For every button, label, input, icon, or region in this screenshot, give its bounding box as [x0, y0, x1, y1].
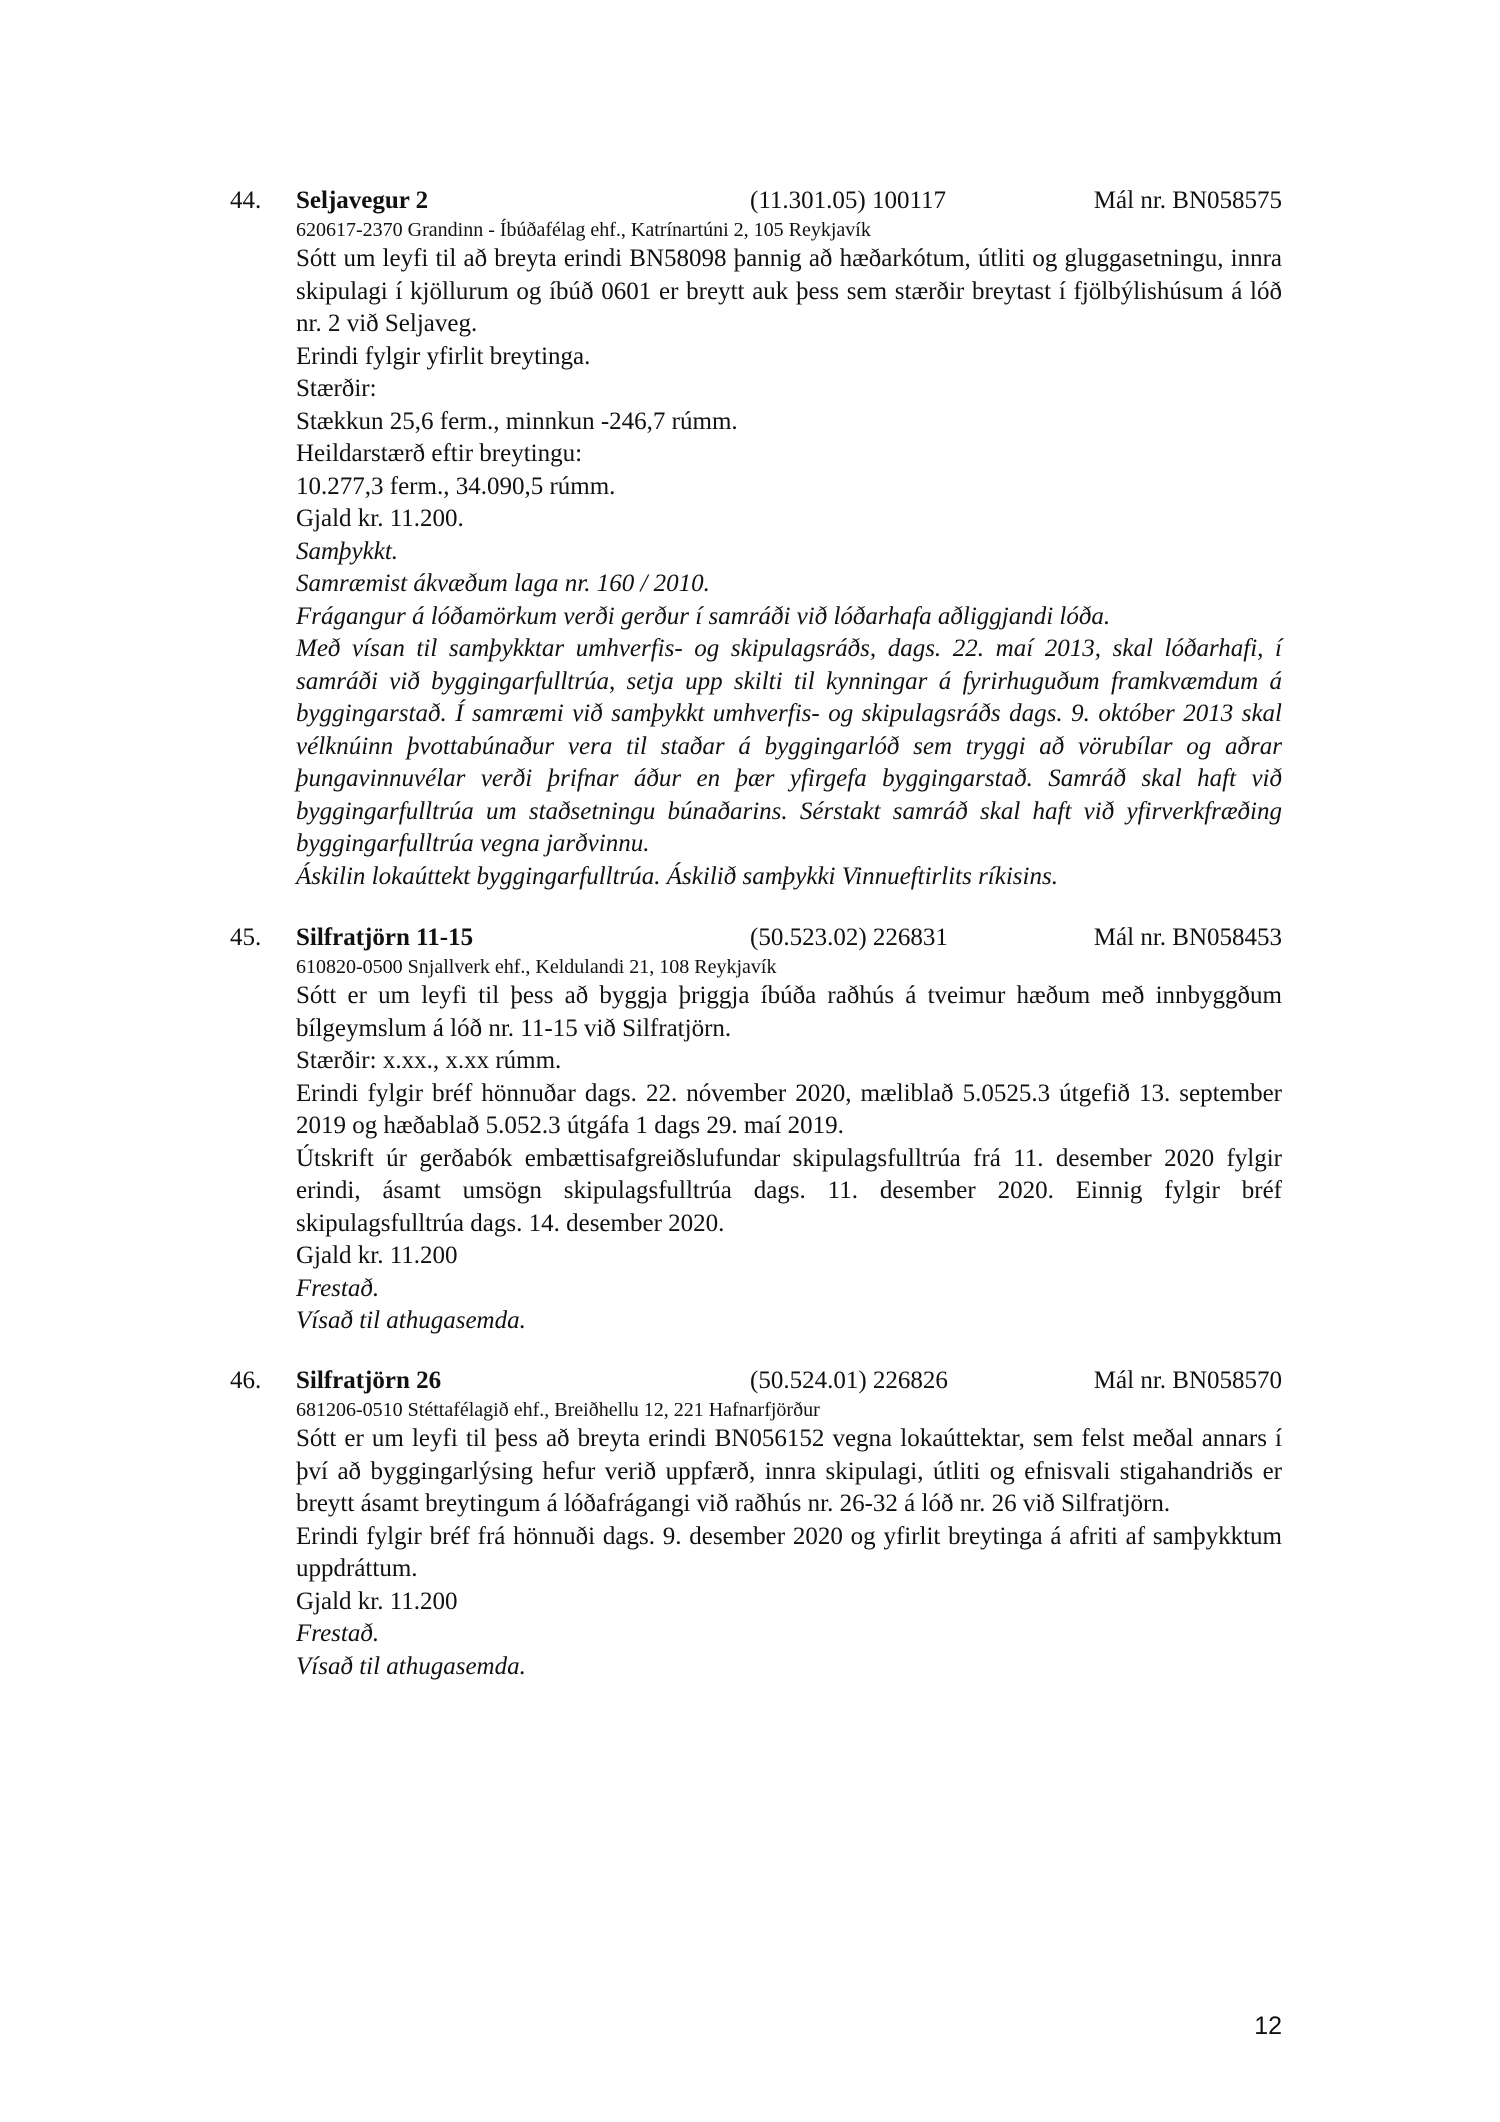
fee-text: Gjald kr. 11.200.: [296, 505, 464, 532]
sizes-text: Stækkun 25,6 ferm., minnkun -246,7 rúmm.: [296, 407, 738, 435]
attachments-text: Erindi fylgir yfirlit breytinga.: [296, 342, 591, 370]
application-text: Sótt um leyfi til að breyta erindi BN58098 þannig að hæðarkótum, útliti og gluggasetningu, innra skipulagi í kjöllurum og íbúð 0601 er breytt auk þess sem stærðir breytast í fjölbýlishúsum á lóð nr. 2 við Seljaveg.: [296, 245, 1282, 337]
attachments-text: Erindi fylgir bréf hönnuðar dags. 22. nóvember 2020, mæliblað 5.0525.3 útgefið 13. september 2019 og hæðablað 5.052.3 útgáfa 1 dags 29. maí 2019.: [296, 1079, 1282, 1139]
total-text: 10.277,3 ferm., 34.090,5 rúmm.: [296, 472, 616, 500]
entry-number: 45.: [230, 924, 262, 951]
entry-header: [230, 1364, 1282, 1397]
property-code: (11.301.05) 100117: [750, 187, 947, 214]
decision-text: Samþykkt.: [296, 537, 399, 565]
attachments-text: Erindi fylgir bréf frá hönnuði dags. 9. desember 2020 og yfirlit breytinga á afriti af samþykktum uppdráttum.: [296, 1522, 1282, 1582]
fee-text: Gjald kr. 11.200: [296, 1587, 458, 1615]
entry-body: [296, 980, 1282, 1338]
application-text: Sótt er um leyfi til þess að byggja þriggja íbúða raðhús á tveimur hæðum með innbyggðum bílgeymslum á lóð nr. 11-15 við Silfratjörn.: [296, 982, 1282, 1042]
sizes-label: Stærðir:: [296, 375, 377, 402]
applicant: 610820-0500 Snjallverk ehf., Keldulandi 21, 108 Reykjavík: [296, 956, 777, 978]
entry-header: [230, 921, 1282, 954]
decision-text: Frestað.: [296, 1274, 380, 1302]
case-number: Mál nr. BN058453: [1093, 924, 1282, 951]
case-entry-46: [230, 1364, 1282, 1683]
entry-body: [296, 1423, 1282, 1683]
case-entry-45: [230, 921, 1282, 1338]
entry-number: 44.: [230, 187, 262, 214]
entry-title: Seljavegur 2: [296, 187, 429, 214]
entry-title: Silfratjörn 11-15: [296, 924, 474, 951]
condition-text: Frágangur á lóðamörkum verði gerður í samráði við lóðarhafa aðliggjandi lóða.: [296, 602, 1111, 630]
sizes-text: Stærðir: x.xx., x.xx rúmm.: [296, 1047, 562, 1074]
condition-text: Áskilin lokaúttekt byggingarfulltrúa. Áskilið samþykki Vinnueftirlits ríkisins.: [296, 862, 1058, 890]
fee-text: Gjald kr. 11.200: [296, 1242, 458, 1269]
entry-body: [296, 243, 1282, 893]
case-number: Mál nr. BN058575: [1093, 187, 1282, 214]
decision-text: Frestað.: [296, 1620, 380, 1647]
total-label: Heildarstærð eftir breytingu:: [296, 440, 583, 467]
case-number: Mál nr. BN058570: [1093, 1367, 1282, 1394]
minutes-text: Útskrift úr gerðabók embættisafgreiðslufundar skipulagsfulltrúa frá 11. desember 2020 fylgir erindi, ásamt umsögn skipulagsfulltrúa dags. 11. desember 2020. Einnig fylgir bréf skipulagsfulltrúa dags. 14. desember 2020.: [296, 1144, 1282, 1237]
entry-title: Silfratjörn 26: [296, 1367, 442, 1394]
condition-text: Með vísan til samþykktar umhverfis- og skipulagsráðs, dags. 22. maí 2013, skal lóðarhafi, í samráði við byggingarfulltrúa, setja upp skilti til kynningar á fyrirhuguðum framkvæmdum á byggingarstað. Í samræmi við samþykkt umhverfis- og skipulagsráðs dags. 9. október 2013 skal vélknúinn þvottabúnaður vera til staðar á byggingarlóð sem tryggi að vörubílar og aðrar þungavinnuvélar verði þrifnar áður en þær yfirgefa byggingarstað. Samráð skal haft við byggingarfulltrúa um staðsetningu búnaðarins. Sérstakt samráð skal haft við yfirverkfræðing byggingarfulltrúa vegna jarðvinnu.: [296, 635, 1282, 857]
note-text: Vísað til athugasemda.: [296, 1307, 526, 1334]
property-code: (50.523.02) 226831: [750, 924, 948, 951]
entry-number: 46.: [230, 1367, 262, 1394]
entry-header: [230, 184, 1282, 217]
condition-text: Samræmist ákvæðum laga nr. 160 / 2010.: [296, 570, 710, 597]
case-entry-44: [230, 184, 1282, 893]
property-code: (50.524.01) 226826: [750, 1367, 948, 1394]
application-text: Sótt er um leyfi til þess að breyta erindi BN056152 vegna lokaúttektar, sem felst meðal annars í því að byggingarlýsing hefur verið uppfærð, innra skipulagi, útliti og efnisvali stigahandriðs er breytt ásamt breytingum á lóðafrágangi við raðhús nr. 26-32 á lóð nr. 26 við Silfratjörn.: [296, 1425, 1282, 1517]
note-text: Vísað til athugasemda.: [296, 1652, 526, 1680]
applicant: 620617-2370 Grandinn - Íbúðafélag ehf., Katrínartúni 2, 105 Reykjavík: [296, 219, 871, 241]
page-number: 12: [1254, 2012, 1282, 2040]
applicant: 681206-0510 Stéttafélagið ehf., Breiðhellu 12, 221 Hafnarfjörður: [296, 1399, 820, 1421]
